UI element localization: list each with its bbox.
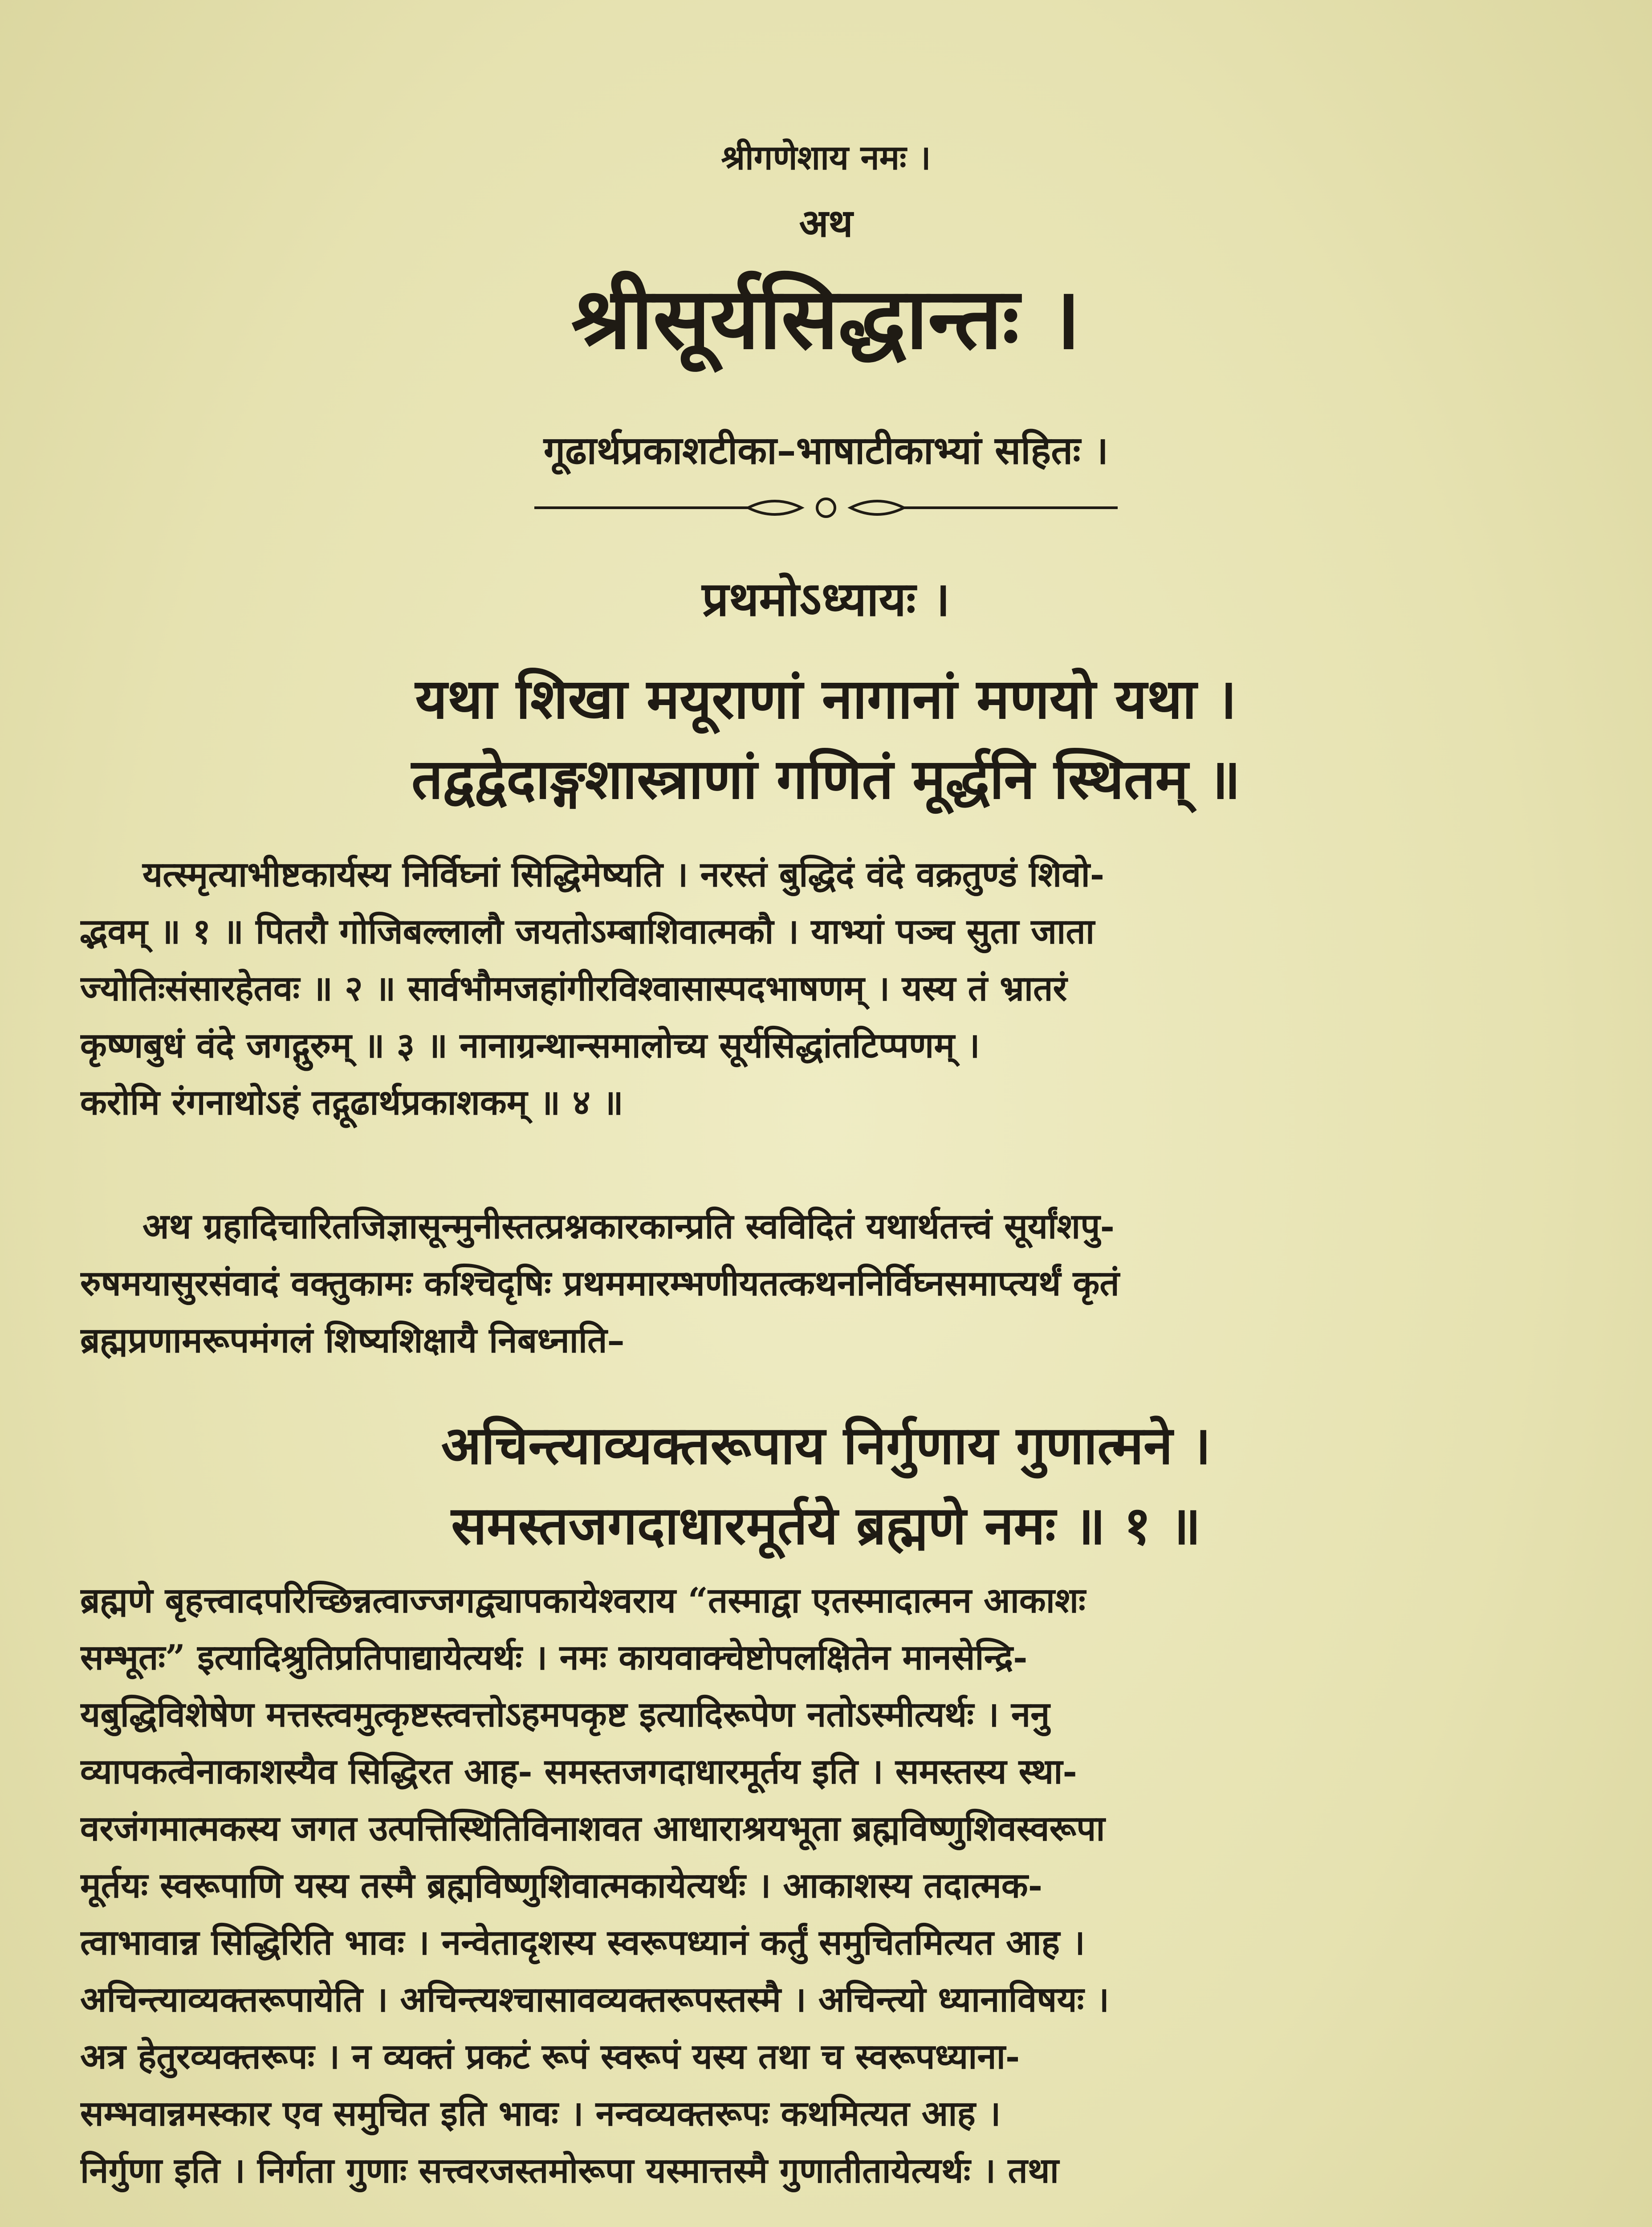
paragraph-line: ज्योतिःसंसारहेतवः ॥ २ ॥ सार्वभौमजहांगीरविश्वासास्पदभाषणम् । यस्य तं भ्रातरं — [80, 968, 1067, 1009]
paragraph-line: त्वाभावान्न सिद्धिरिति भावः । नन्वेतादृशस्य स्वरूपध्यानं कर्तुं समुचितमित्यत आह । — [80, 1922, 1085, 1963]
verse-line: यथा शिखा मयूराणां नागानां मणयो यथा । — [415, 667, 1237, 731]
page-title: श्रीसूर्यसिद्धान्तः । — [571, 269, 1081, 368]
paragraph-line: अत्र हेतुरव्यक्तरूपः । न व्यक्तं प्रकटं रूपं स्वरूपं यस्य तथा च स्वरूपध्याना- — [80, 2036, 1020, 2077]
paragraph-line: मूर्तयः स्वरूपाणि यस्य तस्मै ब्रह्मविष्णुशिवात्मकायेत्यर्थः । आकाशस्य तदात्मक- — [80, 1865, 1043, 1906]
paragraph-line: करोमि रंगनाथोऽहं तद्गूढार्थप्रकाशकम् ॥ ४ ॥ — [80, 1082, 623, 1123]
paragraph-line: वरजंगमात्मकस्य जगत उत्पत्तिस्थितिविनाशवत आधाराश्रयभूता ब्रह्मविष्णुशिवस्वरूपा — [80, 1808, 1105, 1849]
paragraph-line: कृष्णबुधं वंदे जगद्गुरुम् ॥ ३ ॥ नानाग्रन्थान्समालोच्य सूर्यसिद्धांतटिप्पणम् । — [80, 1025, 980, 1066]
verse-line: समस्तजगदाधारमूर्तये ब्रह्मणे नमः ॥ १ ॥ — [451, 1494, 1201, 1556]
paragraph-line: रुषमयासुरसंवादं वक्तुकामः कश्चिदृषिः प्रथममारम्भणीयतत्कथननिर्विघ्नसमाप्त्यर्थं कृतं — [80, 1263, 1119, 1304]
preface-paragraph — [80, 1198, 1496, 1369]
paragraph-line: अथ ग्रहादिचारितजिज्ञासून्मुनीस्तत्प्रश्नकारकान्प्रति स्वविदितं यथार्थतत्त्वं सूर्यांशपु- — [142, 1206, 1115, 1247]
verse-line: तद्वद्वेदाङ्गशास्त्राणां गणितं मूर्द्धनि स्थितम् ॥ — [411, 747, 1241, 812]
page-subtitle: गूढार्थप्रकाशटीका–भाषाटीकाभ्यां सहितः । — [543, 428, 1109, 473]
atha-heading: अथ — [799, 201, 853, 246]
chapter-heading: प्रथमोऽध्यायः । — [702, 571, 950, 627]
paragraph-line: यबुद्धिविशेषेण मत्तस्त्वमुत्कृष्टस्त्वत्तोऽहमपकृष्ट इत्यादिरूपेण नतोऽस्मीत्यर्थः । ननु — [80, 1694, 1050, 1735]
invocation-line: श्रीगणेशाय नमः । — [721, 138, 931, 177]
paragraph-line: सम्भवान्नमस्कार एव समुचित इति भावः । नन्वव्यक्तरूपः कथमित्यत आह । — [80, 2093, 1001, 2134]
paragraph-line: सम्भूतः” इत्यादिश्रुतिप्रतिपाद्यायेत्यर्थः । नमः कायवाक्चेष्टोपलक्षितेन मानसेन्द्रि- — [80, 1637, 1028, 1678]
verse-line: अचिन्त्याव्यक्तरूपाय निर्गुणाय गुणात्मने । — [441, 1414, 1211, 1476]
commentary-paragraph — [80, 1572, 1496, 2199]
intro-paragraph — [80, 846, 1496, 1131]
paragraph-line: यत्स्मृत्याभीष्टकार्यस्य निर्विघ्नां सिद्धिमेष्यति । नरस्तं बुद्धिदं वंदे वक्रतुण्डं शिवो- — [142, 854, 1105, 895]
paragraph-line: ब्रह्मप्रणामरूपमंगलं शिष्यशिक्षायै निबध्नाति– — [80, 1320, 625, 1361]
paragraph-line: निर्गुणा इति । निर्गता गुणाः सत्त्वरजस्तमोरूपा यस्मात्तस्मै गुणातीतायेत्यर्थः । तथा — [80, 2150, 1059, 2191]
paragraph-line: व्यापकत्वेनाकाशस्यैव सिद्धिरत आह- समस्तजगदाधारमूर्तय इति । समस्तस्य स्था- — [80, 1751, 1077, 1792]
paragraph-line: अचिन्त्याव्यक्तरूपायेति । अचिन्त्यश्चासावव्यक्तरूपस्तस्मै । अचिन्त्यो ध्यानाविषयः । — [80, 1979, 1110, 2020]
ornament-divider — [534, 494, 1118, 521]
paragraph-line: ब्रह्मणे बृहत्त्वादपरिच्छिन्नत्वाज्जगद्व्यापकायेश्वराय “तस्माद्वा एतस्मादात्मन आकाशः — [80, 1580, 1086, 1621]
paragraph-line: द्भवम् ॥ १ ॥ पितरौ गोजिबल्लालौ जयतोऽम्बाशिवात्मकौ । याभ्यां पञ्च सुता जाता — [80, 911, 1095, 952]
